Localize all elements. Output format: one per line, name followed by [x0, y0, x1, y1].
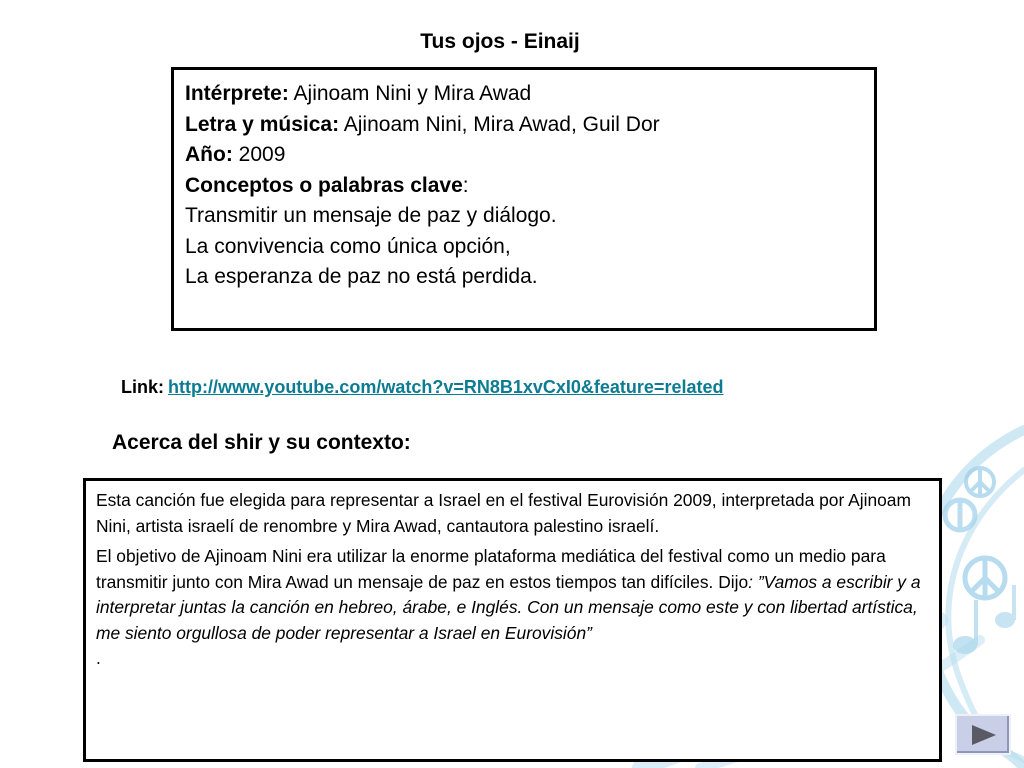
lyrics-music-label: Letra y música: [185, 112, 340, 136]
youtube-link[interactable]: http://www.youtube.com/watch?v=RN8B1xvCxI0&feature=related [168, 377, 724, 397]
keywords-label: Conceptos o palabras clave [185, 173, 463, 197]
play-right-triangle-icon [968, 723, 998, 747]
keyword-item: Transmitir un mensaje de paz y diálogo. [185, 204, 557, 227]
peace-sign-icon [965, 558, 1005, 598]
lyrics-music-value: Ajinoam Nini, Mira Awad, Guil Dor [339, 112, 660, 136]
context-heading: Acerca del shir y su contexto: [112, 431, 411, 454]
peace-sign-icon [945, 500, 975, 530]
context-quote: : ”Vamos a escribir y a interpretar juntas la canción en hebreo, árabe, e Inglés. Con un mensaje como este y con libertad artística, me siento orgullosa de poder representar a Israel en Eurovisión” [96, 571, 921, 643]
music-note-icon [953, 600, 978, 654]
context-text-box [83, 478, 942, 762]
performer-label: Intérprete: [185, 82, 289, 105]
next-slide-button[interactable] [955, 714, 1011, 755]
performer-line [185, 79, 863, 110]
trailing-period: . [96, 648, 101, 668]
slide-title: Tus ojos - Einaij [420, 30, 580, 53]
context-paragraph-1: Esta canción fue elegida para representar a Israel en el festival Eurovisión 2009, interpretada por Ajinoam Nini, artista israelí de renombre y Mira Awad, cantautora palestino israelí. [96, 490, 911, 536]
lyrics-music-line [185, 110, 863, 141]
link-label: Link: [121, 377, 164, 397]
keywords-colon: : [462, 173, 469, 197]
keywords-heading-line [185, 171, 863, 202]
performer-value: Ajinoam Nini y Mira Awad [288, 82, 532, 105]
year-value: 2009 [232, 143, 286, 166]
keyword-item: La convivencia como única opción, [185, 234, 511, 258]
context-paragraph-2-text: El objetivo de Ajinoam Nini era utilizar la enorme plataforma mediática del festival como un medio para transmitir junto con Mira Awad un mensaje de paz en estos tiempos tan difíciles. Dijo [96, 546, 886, 592]
song-info-box [171, 67, 877, 331]
peace-sign-icon [966, 468, 994, 496]
link-line [121, 377, 723, 398]
year-line [185, 140, 863, 171]
context-paragraph-2 [96, 544, 929, 646]
year-label: Año: [185, 143, 233, 166]
keyword-item: La esperanza de paz no está perdida. [185, 265, 538, 288]
